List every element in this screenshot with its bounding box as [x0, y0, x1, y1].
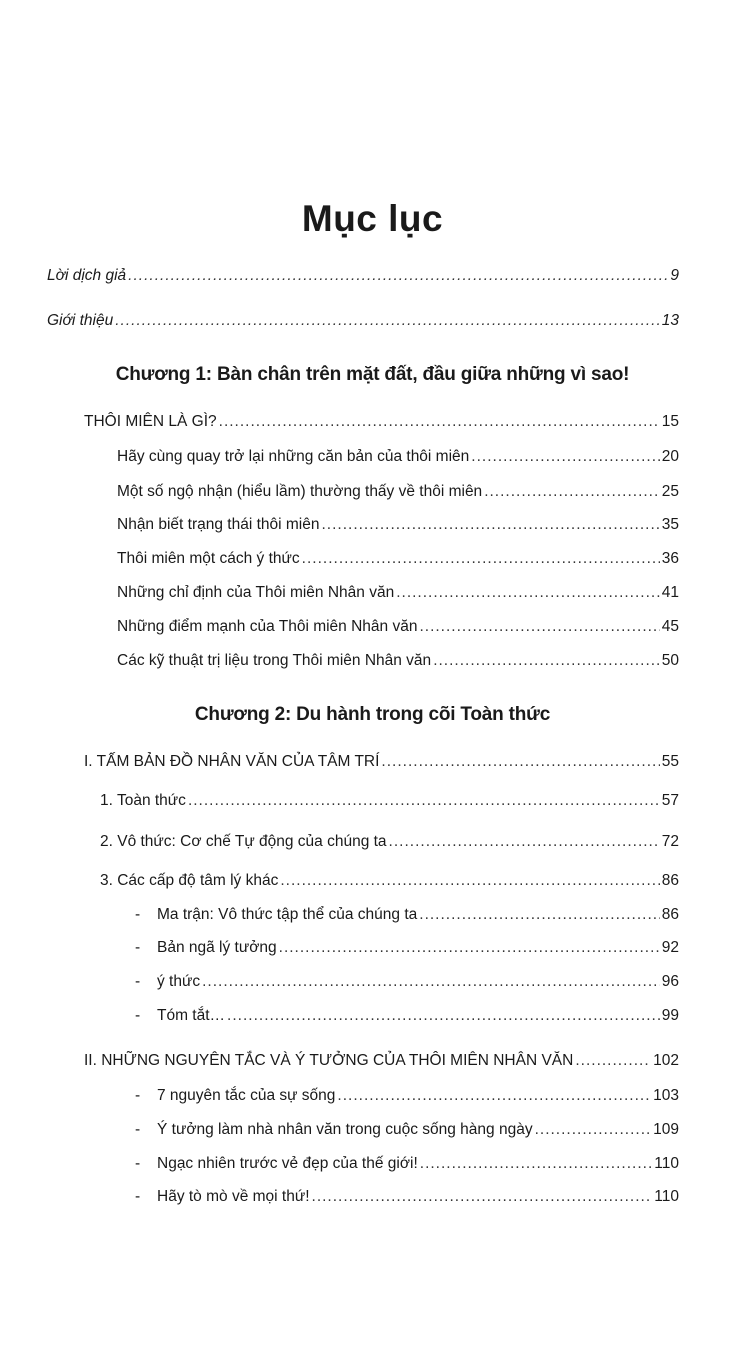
leader-dots — [279, 938, 660, 958]
toc-entry-translator-note[interactable] — [47, 266, 679, 286]
toc-bullet-item[interactable] — [135, 972, 679, 992]
toc-label: Thôi miên một cách ý thức — [117, 550, 300, 567]
toc-label: Một số ngộ nhận (hiểu lầm) thường thấy về thôi miên — [117, 483, 483, 500]
toc-subsection[interactable] — [100, 871, 679, 891]
leader-dots — [419, 617, 659, 637]
toc-label: ý thức — [157, 973, 201, 990]
toc-page-number: 9 — [670, 267, 679, 284]
leader-dots — [227, 1006, 660, 1026]
toc-page-number: 86 — [661, 906, 679, 923]
toc-page-number: 20 — [661, 448, 679, 465]
toc-section-mind-map[interactable] — [84, 752, 679, 772]
toc-label: THÔI MIÊN LÀ GÌ? — [84, 413, 217, 430]
toc-page-number: 99 — [661, 1007, 679, 1024]
toc-label: 3. Các cấp độ tâm lý khác — [100, 872, 279, 889]
toc-label: Những điểm mạnh của Thôi miên Nhân văn — [117, 618, 418, 635]
toc-page-number: 55 — [661, 753, 679, 770]
toc-page-number: 45 — [661, 618, 679, 635]
leader-dots — [484, 482, 660, 502]
toc-page-number: 110 — [654, 1188, 679, 1205]
bullet-dash: - — [135, 1121, 141, 1138]
leader-dots — [575, 1051, 651, 1071]
leader-dots — [433, 651, 660, 671]
toc-label: Những chỉ định của Thôi miên Nhân văn — [117, 584, 395, 601]
leader-dots — [115, 311, 660, 331]
toc-label: Hãy cùng quay trở lại những căn bản của thôi miên — [117, 448, 470, 465]
toc-label: Lời dịch giả — [47, 267, 127, 284]
toc-label: Ngạc nhiên trước vẻ đẹp của thế giới! — [157, 1155, 418, 1172]
bullet-dash: - — [135, 906, 141, 923]
bullet-dash: - — [135, 973, 141, 990]
toc-label: Tóm tắt… — [157, 1007, 226, 1024]
toc-label: 2. Vô thức: Cơ chế Tự động của chúng ta — [100, 833, 387, 850]
toc-page-number: 109 — [653, 1121, 679, 1138]
toc-label: Bản ngã lý tưởng — [157, 939, 277, 956]
leader-dots — [202, 972, 660, 992]
toc-label: Ý tưởng làm nhà nhân văn trong cuộc sống hàng ngày — [157, 1121, 533, 1138]
toc-bullet-item[interactable] — [135, 1154, 679, 1174]
toc-label: 7 nguyên tắc của sự sống — [157, 1087, 336, 1104]
leader-dots — [396, 583, 660, 603]
toc-page-number: 110 — [654, 1155, 679, 1172]
toc-page-number: 15 — [661, 413, 679, 430]
leader-dots — [389, 832, 660, 852]
leader-dots — [188, 791, 660, 811]
toc-item[interactable] — [117, 482, 679, 502]
bullet-dash: - — [135, 939, 141, 956]
bullet-dash: - — [135, 1155, 141, 1172]
chapter-2-heading: Chương 2: Du hành trong cõi Toàn thức — [194, 704, 551, 725]
toc-section-what-is-hypnosis[interactable] — [84, 412, 679, 432]
toc-label: Giới thiệu — [47, 312, 114, 329]
leader-dots — [419, 905, 659, 925]
toc-page-number: 57 — [661, 792, 679, 809]
leader-dots — [381, 752, 659, 772]
leader-dots — [535, 1120, 652, 1140]
toc-bullet-item[interactable] — [135, 938, 679, 958]
toc-item[interactable] — [117, 447, 679, 467]
toc-page-number: 13 — [661, 312, 679, 329]
toc-label: 1. Toàn thức — [100, 792, 186, 809]
toc-item[interactable] — [117, 617, 679, 637]
toc-bullet-item[interactable] — [135, 905, 679, 925]
page-title: Mục lục — [301, 198, 444, 239]
bullet-dash: - — [135, 1087, 141, 1104]
toc-page-number: 86 — [661, 872, 679, 889]
toc-item[interactable] — [117, 583, 679, 603]
chapter-1-heading: Chương 1: Bàn chân trên mặt đất, đầu giữa những vì sao! — [115, 364, 630, 385]
toc-page-number: 103 — [653, 1087, 679, 1104]
leader-dots — [337, 1086, 651, 1106]
toc-bullet-item[interactable] — [135, 1120, 679, 1140]
toc-label: Hãy tò mò về mọi thứ! — [157, 1188, 310, 1205]
leader-dots — [302, 549, 660, 569]
toc-page-number: 102 — [653, 1052, 679, 1069]
leader-dots — [312, 1187, 653, 1207]
toc-bullet-item[interactable] — [135, 1006, 679, 1026]
toc-label: Ma trận: Vô thức tập thể của chúng ta — [157, 906, 418, 923]
leader-dots — [219, 412, 660, 432]
toc-bullet-item[interactable] — [135, 1187, 679, 1207]
toc-item[interactable] — [117, 651, 679, 671]
leader-dots — [420, 1154, 653, 1174]
toc-page-number: 72 — [661, 833, 679, 850]
leader-dots — [471, 447, 659, 467]
toc-bullet-item[interactable] — [135, 1086, 679, 1106]
toc-section-principles[interactable] — [84, 1051, 679, 1071]
toc-label: I. TẤM BẢN ĐỒ NHÂN VĂN CỦA TÂM TRÍ — [84, 753, 380, 770]
toc-page-number: 35 — [661, 516, 679, 533]
toc-page-number: 36 — [661, 550, 679, 567]
toc-page-number: 50 — [661, 652, 679, 669]
toc-page-number: 41 — [661, 584, 679, 601]
toc-entry-introduction[interactable] — [47, 311, 679, 331]
toc-label: II. NHỮNG NGUYÊN TẮC VÀ Ý TƯỞNG CỦA THÔI MIÊN NHÂN VĂN — [84, 1052, 574, 1069]
leader-dots — [321, 515, 659, 535]
leader-dots — [128, 266, 668, 286]
toc-page-number: 92 — [661, 939, 679, 956]
bullet-dash: - — [135, 1188, 141, 1205]
leader-dots — [280, 871, 659, 891]
bullet-dash: - — [135, 1007, 141, 1024]
toc-item[interactable] — [117, 515, 679, 535]
toc-item[interactable] — [117, 549, 679, 569]
toc-subsection[interactable] — [100, 791, 679, 811]
toc-subsection[interactable] — [100, 832, 679, 852]
toc-label: Các kỹ thuật trị liệu trong Thôi miên Nhân văn — [117, 652, 432, 669]
toc-label: Nhận biết trạng thái thôi miên — [117, 516, 320, 533]
toc-page-number: 25 — [661, 483, 679, 500]
toc-page-number: 96 — [661, 973, 679, 990]
